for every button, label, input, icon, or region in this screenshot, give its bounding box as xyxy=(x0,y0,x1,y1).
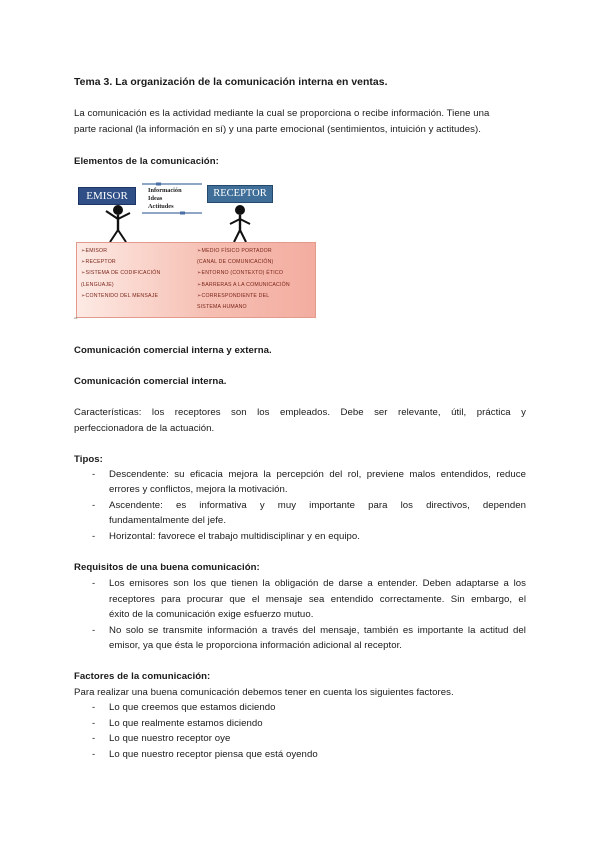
communication-diagram xyxy=(74,182,316,320)
requisitos-heading: Requisitos de una buena comunicación: xyxy=(74,562,260,573)
elements-right-list xyxy=(197,246,290,313)
factor-item: Lo que realmente estamos diciendo xyxy=(109,718,263,729)
receptor-figure-icon xyxy=(224,202,258,244)
info-line: Información xyxy=(148,187,182,194)
list-dash: - xyxy=(92,749,96,760)
list-dash: - xyxy=(92,578,96,589)
emisor-label: EMISOR xyxy=(78,187,136,205)
factor-item: Lo que creemos que estamos diciendo xyxy=(109,702,276,713)
element-item: (LENGUAJE) xyxy=(81,281,114,288)
list-dash: - xyxy=(92,500,96,511)
intro-line-2: parte racional (la información en sí) y una parte emocional (sentimientos, intuición y actitudes). xyxy=(74,124,481,135)
page-title: Tema 3. La organización de la comunicación interna en ventas. xyxy=(74,77,388,88)
factor-item: Lo que nuestro receptor oye xyxy=(109,733,231,744)
heading-interna: Comunicación comercial interna. xyxy=(74,376,227,387)
tipo-descendente-line-2: errores y conflictos, mejora la motivación. xyxy=(109,484,288,495)
elementos-heading: Elementos de la comunicación: xyxy=(74,156,219,167)
factor-item: Lo que nuestro receptor piensa que está oyendo xyxy=(109,749,318,760)
element-item: (CANAL DE COMUNICACIÓN) xyxy=(197,259,274,266)
tipo-horizontal: Horizontal: favorece el trabajo multidisciplinar y en equipo. xyxy=(109,531,361,542)
element-item: ➢CORRESPONDIENTE DEL xyxy=(197,292,270,299)
requisito-1-line-2: receptores para procurar que el mensaje sea entendido correctamente. Sin embargo, el xyxy=(109,594,526,605)
heading-interna-externa: Comunicación comercial interna y externa. xyxy=(74,345,272,356)
list-dash: - xyxy=(92,625,96,636)
info-line: Ideas xyxy=(148,195,163,202)
intro-line-1: La comunicación es la actividad mediante la cual se proporciona o recibe información. Tiene una xyxy=(74,108,490,119)
element-item: ➢MEDIO FÍSICO PORTADOR xyxy=(197,248,272,254)
receptor-label: RECEPTOR xyxy=(207,185,273,203)
element-item: ➢BARRERAS A LA COMUNICACIÓN xyxy=(197,281,290,288)
info-line: Actitudes xyxy=(148,203,174,210)
requisito-2-line-2: emisor, ya que ésta le proporciona información adicional al receptor. xyxy=(109,640,403,651)
element-item: ➢CONTENIDO DEL MENSAJE xyxy=(81,292,159,299)
list-dash: - xyxy=(92,702,96,713)
caracteristicas-line-2: perfeccionadora de la actuación. xyxy=(74,423,215,434)
element-item: ➢RECEPTOR xyxy=(81,259,116,266)
list-dash: - xyxy=(92,531,96,542)
elements-left-list xyxy=(81,246,160,302)
requisito-1-line-3: éxito de la comunicación exige esfuerzo mutuo. xyxy=(109,609,314,620)
element-item: ➢ENTORNO (CONTEXTO) ÉTICO xyxy=(197,270,284,277)
factores-intro: Para realizar una buena comunicación debemos tener en cuenta los siguientes factores. xyxy=(74,687,454,698)
factores-heading: Factores de la comunicación: xyxy=(74,671,211,682)
element-item: ➢EMISOR xyxy=(81,248,108,254)
elements-box xyxy=(76,242,316,318)
element-item: SISTEMA HUMANO xyxy=(197,304,247,311)
caracteristicas-line-1: Características: los receptores son los empleados. Debe ser relevante, útil, práctica y xyxy=(74,407,526,418)
list-dash: - xyxy=(92,469,96,480)
tipo-ascendente-line-1: Ascendente: es informativa y muy importante para los directivos, dependen xyxy=(109,500,526,511)
tipo-descendente-line-1: Descendente: su eficacia mejora la percepción del rol, previene malos entendidos, reduce xyxy=(109,469,526,480)
diagram-caption: A1 xyxy=(74,316,78,320)
list-dash: - xyxy=(92,733,96,744)
emisor-figure-icon xyxy=(100,202,134,244)
tipo-ascendente-line-2: fundamentalmente del jefe. xyxy=(109,515,227,526)
tipos-heading: Tipos: xyxy=(74,454,103,465)
list-dash: - xyxy=(92,718,96,729)
requisito-1-line-1: Los emisores son los que tienen la obligación de darse a entender. Deben adaptarse a los xyxy=(109,578,526,589)
requisito-2-line-1: No solo se transmite información a través del mensaje, también es importante la actitud del xyxy=(109,625,526,636)
message-content xyxy=(142,184,208,217)
element-item: ➢SISTEMA DE CODIFICACIÓN xyxy=(81,270,161,277)
